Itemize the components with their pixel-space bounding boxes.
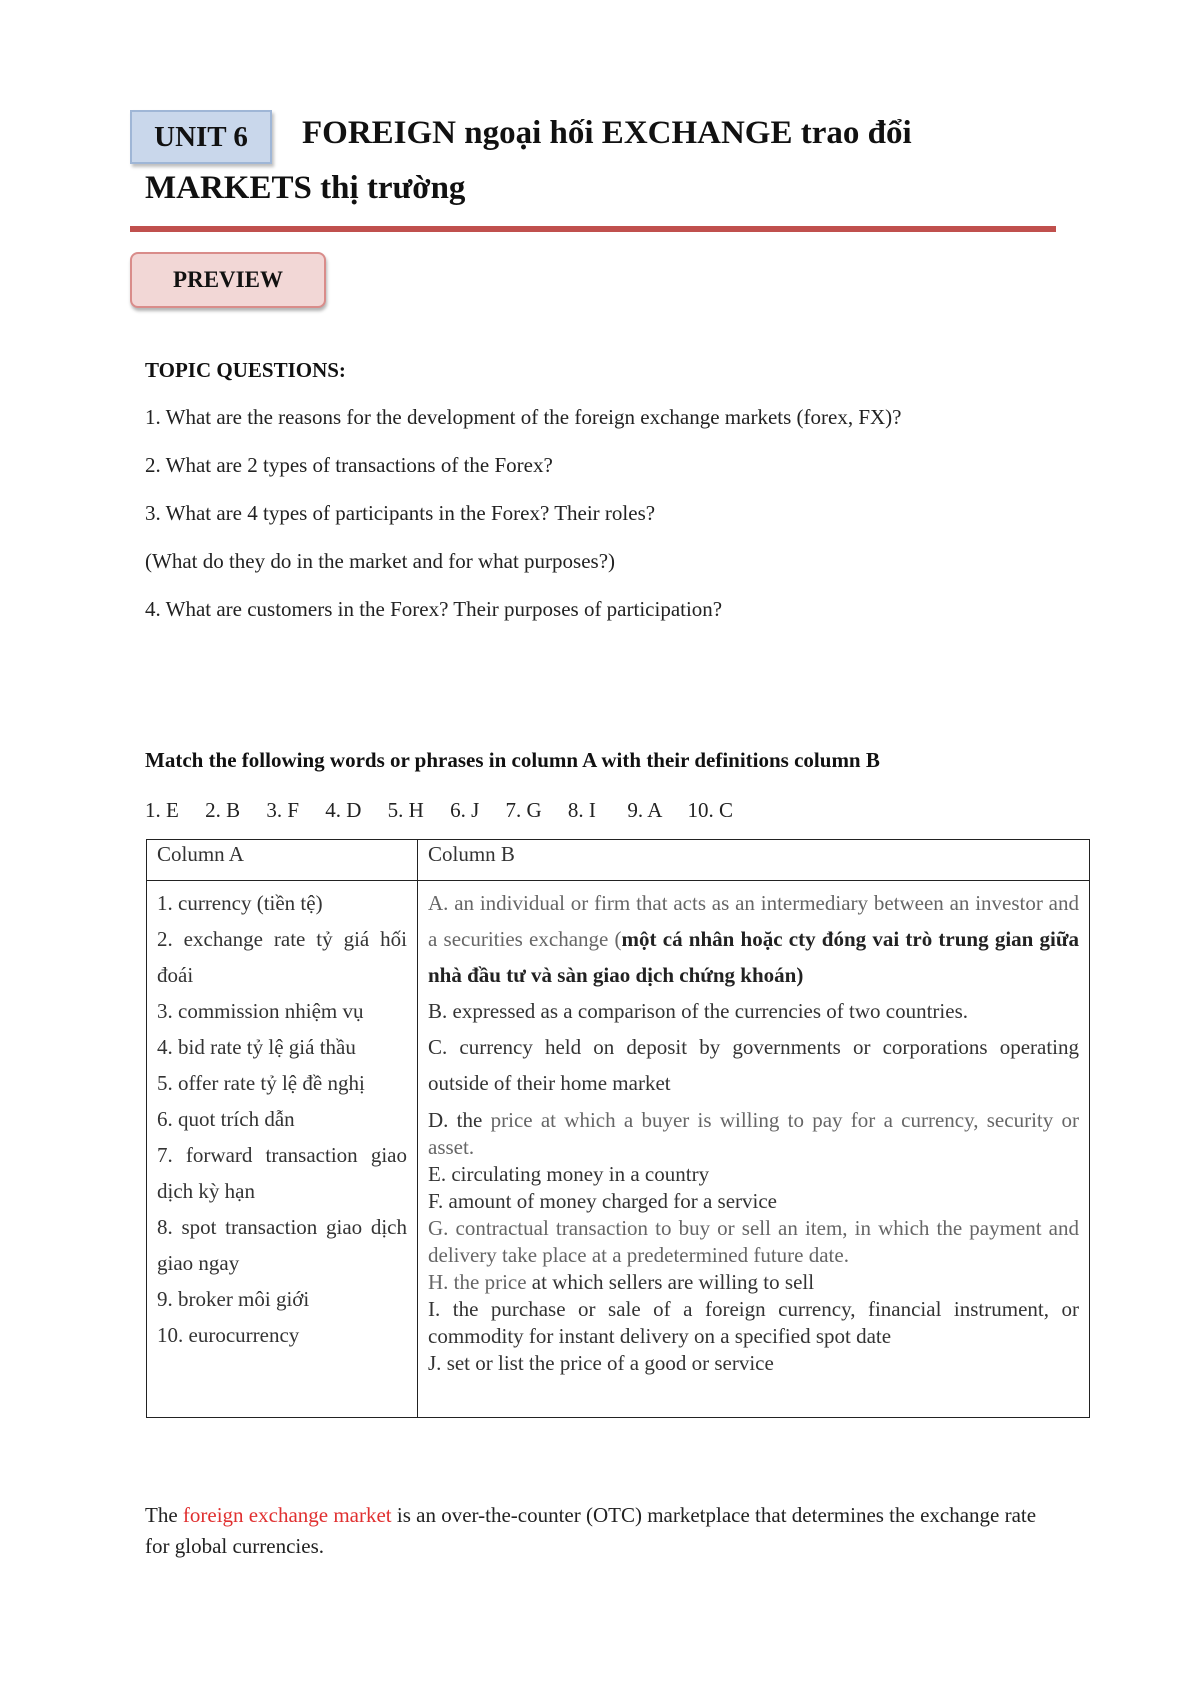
- definition-text: A. an individual or firm that acts as an intermediary between an investor and a securities exchange (: [428, 891, 1079, 951]
- highlighted-term: foreign exchange market: [182, 1503, 392, 1527]
- definition-prefix: H.: [428, 1270, 454, 1294]
- matching-heading: Match the following words or phrases in column A with their definitions column B: [145, 748, 880, 772]
- definition-prefix: D. the: [428, 1108, 491, 1132]
- term-item: 4. bid rate tỷ lệ giá thầu: [157, 1035, 356, 1059]
- table-header-row: [147, 840, 1090, 881]
- title-divider: [130, 226, 1056, 232]
- definition-text: the price: [453, 1270, 532, 1294]
- unit-title-line-1: FOREIGN ngoại hối EXCHANGE trao đổi: [302, 115, 912, 151]
- term-item: 6. quot trích dẫn: [157, 1107, 295, 1131]
- definition-item: [428, 1107, 1079, 1161]
- definition-item: [428, 1350, 1079, 1377]
- definition-item: [428, 1269, 1079, 1296]
- topic-question: 3. What are 4 types of participants in the Forex? Their roles?: [145, 501, 656, 525]
- answer-key: 1. E 2. B 3. F 4. D 5. H 6. J 7. G 8. I 9. A 10. C: [145, 798, 734, 822]
- term-item: 1. currency (tiền tệ): [157, 891, 323, 915]
- closing-prefix: The: [145, 1503, 183, 1527]
- closing-paragraph: [145, 1500, 1065, 1562]
- column-b-header: Column B: [418, 840, 1090, 881]
- definition-translation: một cá nhân hoặc cty đóng vai trò trung gian giữa nhà đầu tư và sàn giao dịch chứng khoán): [428, 927, 1079, 987]
- definition-prefix: J.: [428, 1351, 447, 1375]
- term-item: 7. forward transaction giao dịch kỳ hạn: [157, 1143, 407, 1203]
- unit-title-line-2: MARKETS thị trường: [145, 170, 466, 206]
- column-b-cell: [418, 881, 1090, 1418]
- column-a-cell: [147, 881, 418, 1418]
- topic-question: 2. What are 2 types of transactions of the Forex?: [145, 453, 553, 477]
- preview-badge: PREVIEW: [130, 252, 326, 308]
- definition-text: at which sellers are willing to sell: [531, 1270, 815, 1294]
- definition-item: [428, 885, 1079, 993]
- definition-item: I. the purchase or sale of a foreign currency, financial instrument, or commodity for instant delivery on a specified spot date: [428, 1297, 1079, 1348]
- definition-text: set or list the price of a good or service: [446, 1351, 774, 1375]
- definition-item: B. expressed as a comparison of the currencies of two countries.: [428, 999, 968, 1023]
- definition-item: E. circulating money in a country: [428, 1162, 710, 1186]
- topic-question: 4. What are customers in the Forex? Their purposes of participation?: [145, 597, 723, 621]
- unit-badge: UNIT 6: [130, 110, 272, 164]
- matching-table: [146, 839, 1090, 1418]
- column-a-header: Column A: [147, 840, 418, 881]
- topic-question-note: (What do they do in the market and for what purposes?): [145, 549, 616, 573]
- term-item: 5. offer rate tỷ lệ đề nghị: [157, 1071, 365, 1095]
- closing-text: is an over-the-counter (OTC) marketplace that determines the exchange rate for global currencies.: [145, 1503, 1037, 1558]
- term-item: 2. exchange rate tỷ giá hối đoái: [157, 927, 407, 987]
- term-item: 9. broker môi giới: [157, 1287, 310, 1311]
- term-item: 3. commission nhiệm vụ: [157, 999, 364, 1023]
- definition-item: G. contractual transaction to buy or sell an item, in which the payment and delivery take place at a predetermined future date.: [428, 1216, 1079, 1267]
- definition-text: price at which a buyer is willing to pay for a currency, security or asset.: [428, 1108, 1080, 1159]
- definition-item: C. currency held on deposit by governments or corporations operating outside of their home market: [428, 1035, 1079, 1095]
- table-body-row: [147, 881, 1090, 1418]
- definition-item: F. amount of money charged for a service: [428, 1189, 777, 1213]
- term-item: 10. eurocurrency: [157, 1323, 300, 1347]
- topic-questions-heading: TOPIC QUESTIONS:: [145, 358, 346, 382]
- topic-question: 1. What are the reasons for the development of the foreign exchange markets (forex, FX)?: [145, 405, 902, 429]
- term-item: 8. spot transaction giao dịch giao ngay: [157, 1215, 407, 1275]
